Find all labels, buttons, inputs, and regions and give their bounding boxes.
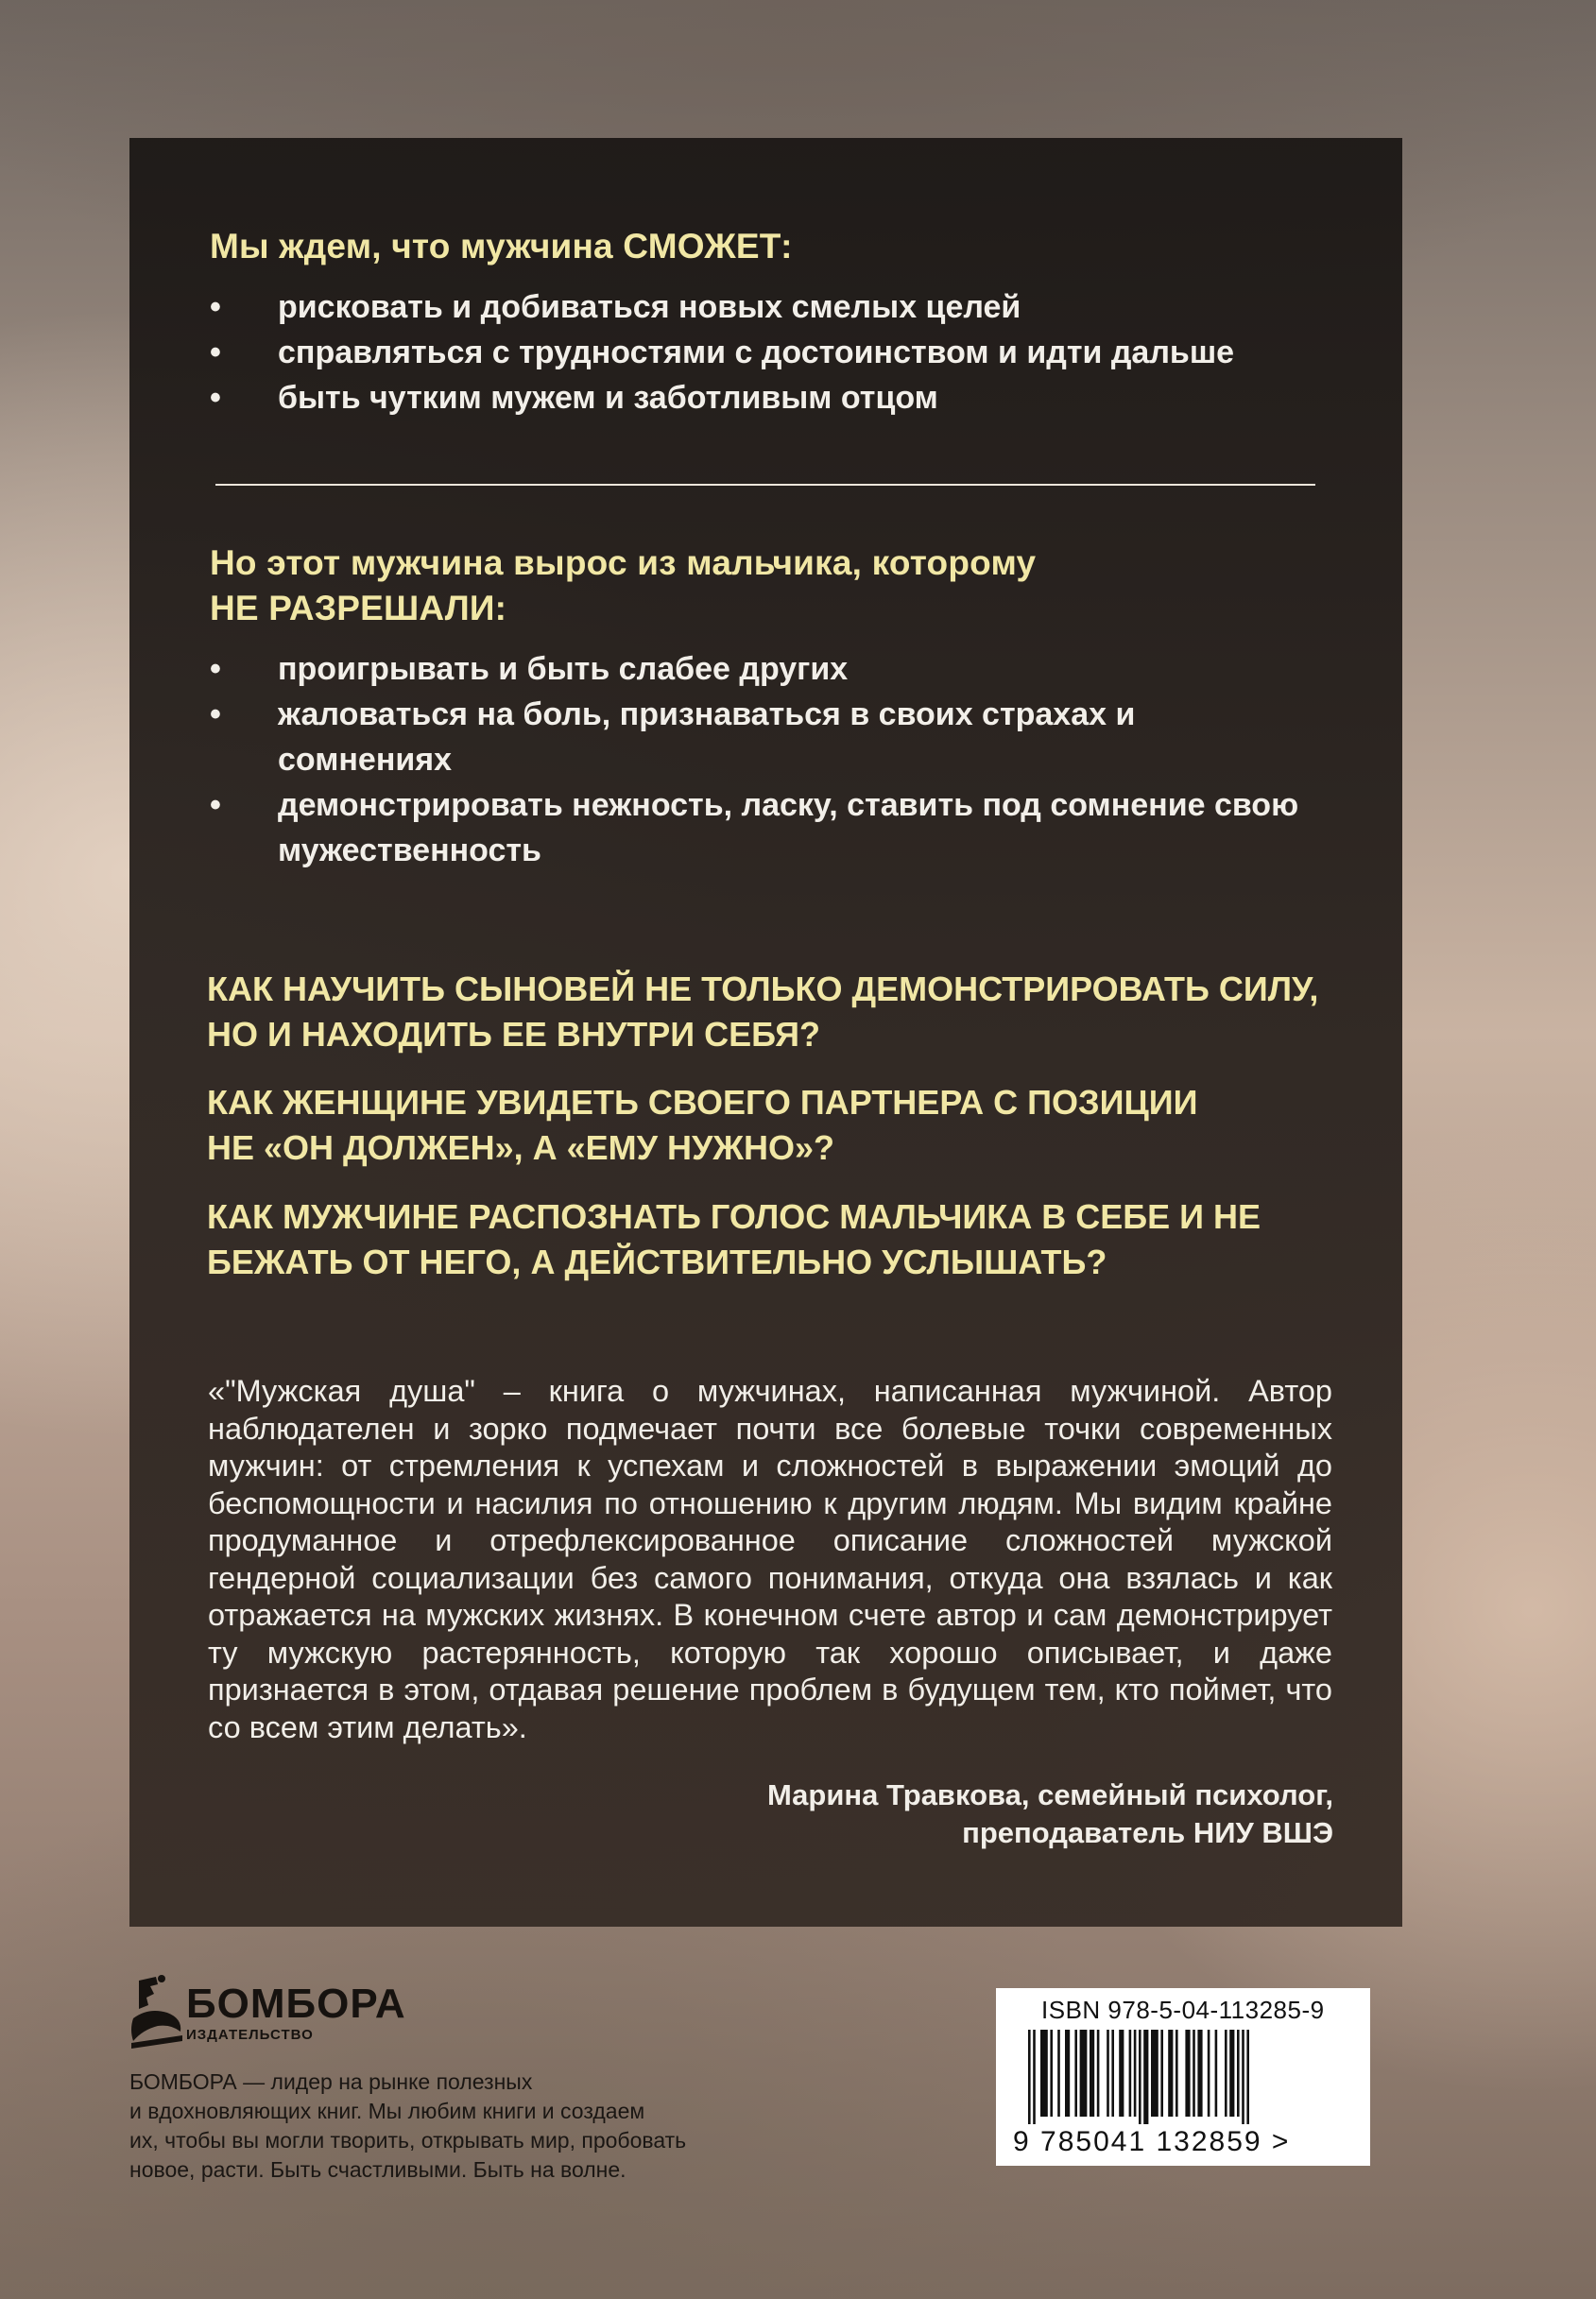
barcode-bar	[1065, 2030, 1070, 2117]
publisher-description-line: и вдохновляющих книг. Мы любим книги и создаем	[129, 2099, 645, 2123]
publisher-name: БОМБОРА	[186, 1981, 406, 2027]
publisher-logo	[129, 1973, 413, 2049]
barcode-bar	[1208, 2030, 1210, 2117]
barcode-bar	[1193, 2030, 1195, 2117]
list-item: • проигрывать и быть слабее других	[210, 646, 1223, 692]
section2-heading-line1: Но этот мужчина вырос из мальчика, которому	[210, 543, 1037, 582]
divider	[215, 484, 1315, 486]
barcode-bar	[1215, 2030, 1218, 2117]
question-3: КАК МУЖЧИНЕ РАСПОЗНАТЬ ГОЛОС МАЛЬЧИКА В СЕБЕ И НЕ БЕЖАТЬ ОТ НЕГО, А ДЕЙСТВИТЕЛЬНО УСЛЫШАТЬ?	[207, 1197, 1261, 1281]
barcode-bar	[1160, 2030, 1163, 2117]
barcode-bar	[1050, 2030, 1053, 2117]
barcode-digits: 9 785041 132859 >	[1013, 2126, 1291, 2157]
barcode-bar	[1028, 2030, 1031, 2124]
barcode-bar	[1143, 2030, 1148, 2124]
barcode-bar	[1185, 2030, 1190, 2117]
barcode-bar	[1197, 2030, 1202, 2117]
list-item: • справляться с трудностями с достоинством и идти дальше	[210, 330, 1364, 375]
barcode-bar	[1139, 2030, 1141, 2124]
barcode-bar	[1176, 2030, 1178, 2117]
barcode-bar	[1134, 2030, 1137, 2117]
question-1: КАК НАУЧИТЬ СЫНОВЕЙ НЕ ТОЛЬКО ДЕМОНСТРИРОВАТЬ СИЛУ, НО И НАХОДИТЬ ЕЕ ВНУТРИ СЕБЯ?	[207, 969, 1319, 1054]
publisher-description-line: новое, расти. Быть счастливыми. Быть на волне.	[129, 2157, 626, 2182]
barcode-bars	[1017, 2030, 1347, 2124]
barcode-bar	[1080, 2030, 1088, 2117]
section1-heading: Мы ждем, что мужчина СМОЖЕТ:	[210, 227, 793, 266]
list-item: • жаловаться на боль, признаваться в своих страхах и сомнениях	[210, 692, 1223, 782]
surfer-wave-icon	[129, 1973, 184, 2049]
section1-list	[210, 284, 1364, 420]
barcode-bar	[1033, 2030, 1036, 2124]
barcode-bar	[1107, 2030, 1109, 2117]
isbn-number: ISBN 978-5-04-113285-9	[1041, 1996, 1325, 2024]
barcode-bar	[1229, 2030, 1234, 2117]
list-item: • быть чутким мужем и заботливым отцом	[210, 375, 1364, 420]
publisher-description-line: БОМБОРА — лидер на рынке полезных	[129, 2069, 533, 2094]
barcode-bar	[1119, 2030, 1124, 2117]
barcode-bar	[1151, 2030, 1158, 2117]
barcode-bar	[1057, 2030, 1060, 2117]
publisher-description	[129, 2067, 734, 2185]
review-quote: «"Мужская душа" – книга о мужчинах, написанная мужчиной. Автор наблюдателен и зорко подмечает почти все болевые точки современных мужчин: от стремления к успехам и сложностей в выражении эмоций до беспомощности и насилия по отношению к другим людям. Мы видим крайне продуманное и отрефлексированное описание сложностей мужской гендерной социализации без самого понимания, откуда она взялась и как отражается на мужских жизнях. В конечном счете автор и сам демонстрирует ту мужскую растерянность, которую так хорошо описывает, и даже признается в этом, отдавая решение проблем в будущем тем, кто поймет, что со всем этим делать».	[208, 1374, 1332, 1744]
section2-heading	[210, 540, 1036, 631]
list-item: • рисковать и добиваться новых смелых целей	[210, 284, 1364, 330]
barcode-bar	[1097, 2030, 1100, 2117]
barcode-bar	[1090, 2030, 1094, 2117]
barcode-bar	[1246, 2030, 1249, 2124]
review-attribution	[577, 1776, 1333, 1852]
barcode-bar	[1129, 2030, 1132, 2117]
publisher-description-line: их, чтобы вы могли творить, открывать мир, пробовать	[129, 2128, 687, 2153]
isbn-barcode	[996, 1988, 1370, 2166]
section2-list	[210, 646, 1317, 873]
barcode-bar	[1040, 2030, 1048, 2117]
publisher-subtitle: ИЗДАТЕЛЬСТВО	[186, 2027, 314, 2043]
barcode-bar	[1074, 2030, 1077, 2117]
barcode-bar	[1168, 2030, 1173, 2117]
barcode-bar	[1242, 2030, 1244, 2124]
question-2: КАК ЖЕНЩИНЕ УВИДЕТЬ СВОЕГО ПАРТНЕРА С ПОЗИЦИИ НЕ «ОН ДОЛЖЕН», А «ЕМУ НУЖНО»?	[207, 1083, 1198, 1167]
barcode-bar	[1111, 2030, 1114, 2117]
attribution-line1: Марина Травкова, семейный психолог,	[766, 1778, 1333, 1811]
list-item: • демонстрировать нежность, ласку, ставить под сомнение свою мужественность	[210, 782, 1317, 873]
section2-heading-line2: НЕ РАЗРЕШАЛИ:	[210, 589, 507, 627]
barcode-bar	[1237, 2030, 1240, 2117]
barcode-bar	[1225, 2030, 1227, 2117]
attribution-line2: преподаватель НИУ ВШЭ	[962, 1816, 1333, 1849]
